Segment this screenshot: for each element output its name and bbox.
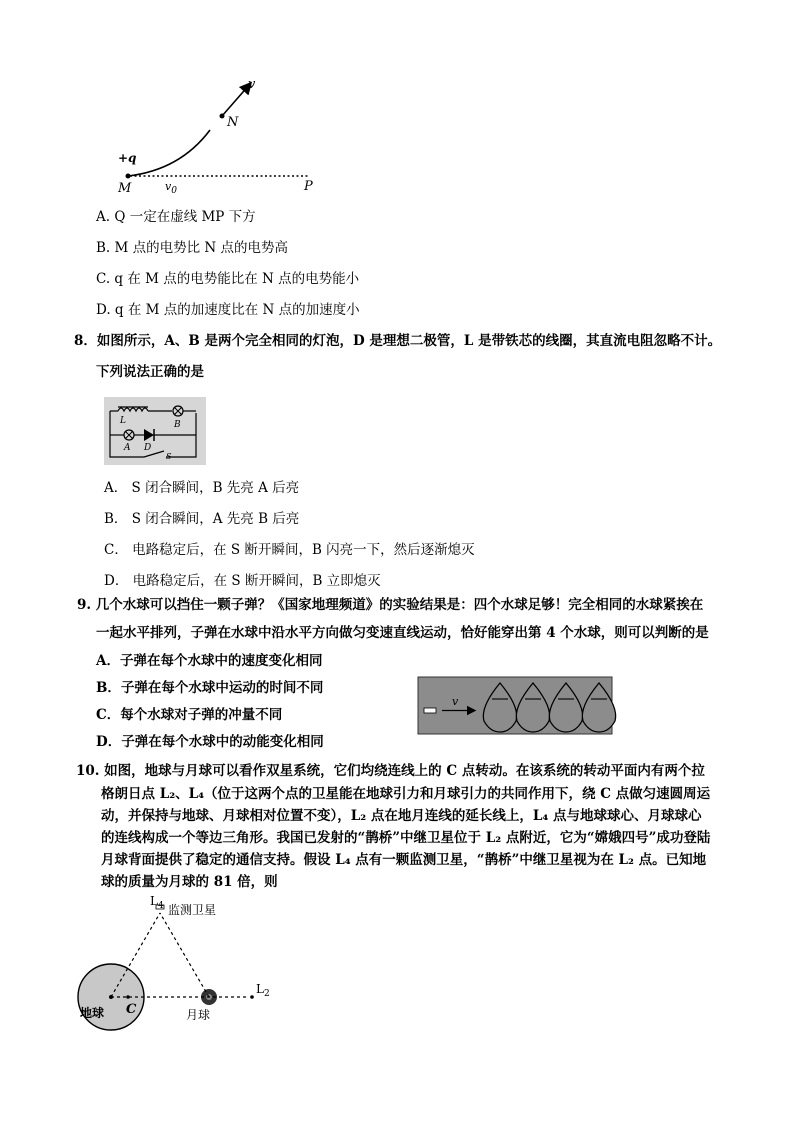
label-v: v	[248, 77, 256, 92]
q10-stem-line3: 动，并保持与地球、月球相对位置不变），L₂ 点在地月连线的延长线上，L₄ 点与地球球心、月球球心	[101, 808, 702, 824]
svg-text:月球: 月球	[186, 1008, 211, 1022]
q8-option-c: C． 电路稳定后，在 S 断开瞬间，B 闪亮一下，然后逐渐熄灭	[104, 542, 475, 558]
label-n: N	[227, 115, 239, 130]
moon-l4-line	[160, 913, 209, 997]
point-l2	[250, 995, 254, 999]
q8-option-b: B． S 闭合瞬间，A 先亮 B 后亮	[104, 511, 300, 527]
svg-text:S: S	[166, 452, 172, 461]
svg-text:地球: 地球	[80, 1006, 105, 1020]
q9-option-d: D．子弹在每个水球中的动能变化相同	[96, 734, 324, 750]
svg-text:监测卫星: 监测卫星	[168, 903, 217, 917]
q9-water-balls-figure	[418, 677, 612, 734]
q7-option-a: A. Q 一定在虚线 MP 下方	[96, 209, 256, 225]
svg-text:C: C	[126, 1002, 137, 1017]
q8-option-a: A． S 闭合瞬间，B 先亮 A 后亮	[104, 480, 300, 496]
label-m: M	[118, 181, 132, 196]
q7-option-c: C. q 在 M 点的电势能比在 N 点的电势能小	[96, 271, 360, 287]
svg-text:D: D	[144, 443, 152, 453]
q7-option-b: B. M 点的电势比 N 点的电势高	[96, 240, 289, 256]
q8-option-d: D． 电路稳定后，在 S 断开瞬间，B 立即熄灭	[104, 573, 381, 589]
q10-stem-line5: 月球背面提供了稳定的通信支持。假设 L₄ 点有一颗监测卫星，“鹊桥”中继卫星视为在 L₂ 点。已知地	[101, 852, 707, 868]
svg-text:B: B	[174, 420, 181, 430]
q8-stem-line1: 8．如图所示，A、B 是两个完全相同的灯泡，D 是理想二极管，L 是带铁芯的线圈，其直流电阻忽略不计。	[74, 333, 722, 349]
svg-text:v: v	[452, 695, 459, 708]
q8-stem-line2: 下列说法正确的是	[96, 364, 204, 380]
q10-stem-line1: 10. 如图，地球与月球可以看作双星系统，它们均绕连线上的 C 点转动。在该系统的转动平面内有两个拉	[76, 763, 705, 779]
q8-circuit-figure	[104, 397, 206, 465]
svg-text:L2: $L_2$	[256, 982, 270, 999]
q10-stem-line6: 球的质量为月球的 81 倍，则	[101, 874, 278, 890]
svg-text:L4: $L_4$	[150, 894, 164, 911]
trajectory-curve	[128, 130, 210, 176]
q9-option-c: C．每个水球对子弹的冲量不同	[96, 707, 283, 723]
label-v0: $v_0$	[165, 180, 177, 196]
point-n	[220, 114, 225, 119]
q9-stem-line2: 一起水平排列，子弹在水球中沿水平方向做匀变速直线运动，恰好能穿出第 4 个水球，则可以判断的是	[96, 625, 709, 641]
label-p: P	[304, 179, 313, 194]
q10-stem-line4: 的连线构成一个等边三角形。我国已发射的“鹊桥”中继卫星位于 L₂ 点附近，它为“嫦娥四号”成功登陆	[101, 830, 711, 846]
q7-figure	[110, 72, 330, 197]
label-q: +q	[118, 151, 137, 165]
bullet	[424, 708, 436, 713]
point-m	[126, 174, 131, 179]
q7-option-d: D. q 在 M 点的加速度比在 N 点的加速度小	[96, 302, 360, 318]
q9-option-a: A．子弹在每个水球中的速度变化相同	[96, 653, 323, 669]
q9-option-b: B．子弹在每个水球中运动的时间不同	[96, 680, 324, 696]
svg-text:A: A	[124, 443, 131, 453]
q10-stem-line2: 格朗日点 L₂、L₄（位于这两个点的卫星能在地球引力和月球引力的共同作用下，绕 C 点做匀速圆周运	[101, 786, 711, 802]
q9-stem-line1: 9. 几个水球可以挡住一颗子弹？《国家地理频道》的实验结果是：四个水球足够！完全相同的水球紧挨在	[77, 597, 704, 613]
svg-text:L: L	[120, 416, 126, 426]
q10-earth-moon-figure	[70, 893, 290, 1033]
velocity-arrow	[222, 84, 250, 116]
